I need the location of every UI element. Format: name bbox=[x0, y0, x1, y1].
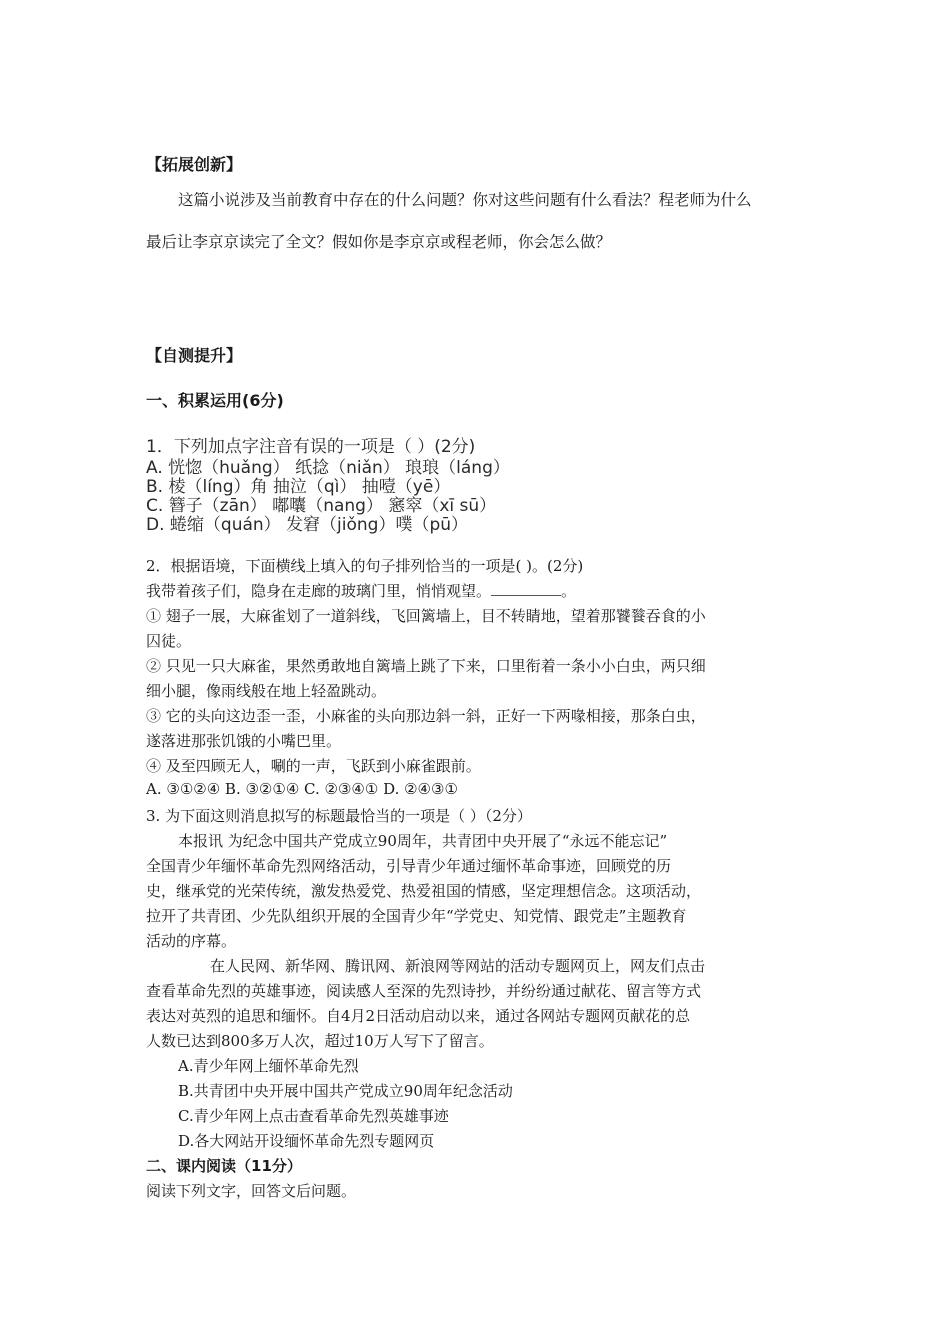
q3-option-c: C.青少年网上点击查看革命先烈英雄事迹 bbox=[178, 1107, 449, 1125]
section-heading-reading: 二、课内阅读（11分） bbox=[146, 1157, 302, 1175]
section-heading-expand: 【拓展创新】 bbox=[146, 155, 243, 174]
q1-option-a: A. 恍惚（huǎng） 纸捻（niǎn） 琅琅（láng） bbox=[146, 458, 510, 478]
q3-news-line4: 拉开了共青团、少先队组织开展的全国青少年“学党史、知党情、跟党走”主题教育 bbox=[146, 907, 687, 925]
q2-context-text: 我带着孩子们，隐身在走廊的玻璃门里，悄悄观望。 bbox=[146, 582, 492, 600]
q3-news-line7: 查看革命先烈的英雄事迹，阅读感人至深的先烈诗抄，并纷纷通过献花、留言等方式 bbox=[146, 982, 702, 1000]
q2-sentence-1-line2: 囚徒。 bbox=[146, 632, 192, 650]
q3-news-line2: 全国青少年缅怀革命先烈网络活动，引导青少年通过缅怀革命事迹，回顾党的历 bbox=[146, 857, 672, 875]
q3-news-line6: 在人民网、新华网、腾讯网、新浪网等网站的活动专题网页上，网友们点击 bbox=[210, 957, 706, 975]
q3-option-d: D.各大网站开设缅怀革命先烈专题网页 bbox=[178, 1132, 435, 1150]
q3-stem: 3. 为下面这则消息拟写的标题最恰当的一项是（ ）（2分） bbox=[146, 807, 532, 825]
q2-options: A. ③①②④ B. ③②①④ C. ②③④① D. ②④③① bbox=[146, 780, 458, 798]
expand-text-line1: 这篇小说涉及当前教育中存在的什么问题？你对这些问题有什么看法？程老师为什么 bbox=[178, 191, 752, 209]
q2-sentence-2-line1: ② 只见一只大麻雀，果然勇敢地自篱墙上跳了下来，口里衔着一条小小白虫，两只细 bbox=[146, 657, 706, 675]
q2-blank bbox=[491, 581, 561, 596]
section-heading-selftest: 【自测提升】 bbox=[146, 346, 243, 365]
q3-option-b: B.共青团中央开展中国共产党成立90周年纪念活动 bbox=[178, 1082, 513, 1100]
q3-option-a: A.青少年网上缅怀革命先烈 bbox=[178, 1057, 359, 1075]
q1-stem: 1．下列加点字注音有误的一项是（ ）(2分) bbox=[146, 437, 476, 457]
q2-sentence-3-line1: ③ 它的头向这边歪一歪，小麻雀的头向那边斜一斜，正好一下两喙相接，那条白虫， bbox=[146, 707, 706, 725]
q3-news-line9: 人数已达到800多万人次，超过10万人写下了留言。 bbox=[146, 1032, 494, 1050]
reading-intro: 阅读下列文字，回答文后问题。 bbox=[146, 1182, 357, 1200]
q2-sentence-2-line2: 细小腿，像雨线般在地上轻盈跳动。 bbox=[146, 682, 387, 700]
section-heading-accumulate: 一、积累运用(6分) bbox=[146, 391, 284, 410]
q2-sentence-1-line1: ① 翅子一展，大麻雀划了一道斜线，飞回篱墙上，目不转睛地，望着那饕餮吞食的小 bbox=[146, 607, 706, 625]
q2-sentence-4: ④ 及至四顾无人，唰的一声，飞跃到小麻雀跟前。 bbox=[146, 757, 481, 775]
q3-news-line5: 活动的序幕。 bbox=[146, 932, 237, 950]
q3-news-line3: 史，继承党的光荣传统，激发热爱党、热爱祖国的情感，坚定理想信念。这项活动， bbox=[146, 882, 702, 900]
q1-option-b: B. 棱（líng）角 抽泣（qì） 抽噎（yē） bbox=[146, 477, 451, 497]
q2-context: 我带着孩子们，隐身在走廊的玻璃门里，悄悄观望。 。 bbox=[146, 582, 577, 600]
q3-news-line8: 表达对英烈的追思和缅怀。自4月2日活动启动以来，通过各网站专题网页献花的总 bbox=[146, 1007, 691, 1025]
q1-option-d: D. 蜷缩（quán） 发窘（jiǒng）噗（pū） bbox=[146, 515, 469, 535]
q3-news-line1: 本报讯 为纪念中国共产党成立90周年，共青团中央开展了“永远不能忘记” bbox=[178, 832, 668, 850]
q1-option-c: C. 簪子（zān） 嘟囔（nang） 窸窣（xī sū） bbox=[146, 496, 497, 516]
q2-stem: 2．根据语境，下面横线上填入的句子排列恰当的一项是( )。(2分) bbox=[146, 557, 584, 575]
expand-text-line2: 最后让李京京读完了全文？假如你是李京京或程老师，你会怎么做？ bbox=[146, 233, 612, 251]
q2-sentence-3-line2: 遂落进那张饥饿的小嘴巴里。 bbox=[146, 732, 342, 750]
